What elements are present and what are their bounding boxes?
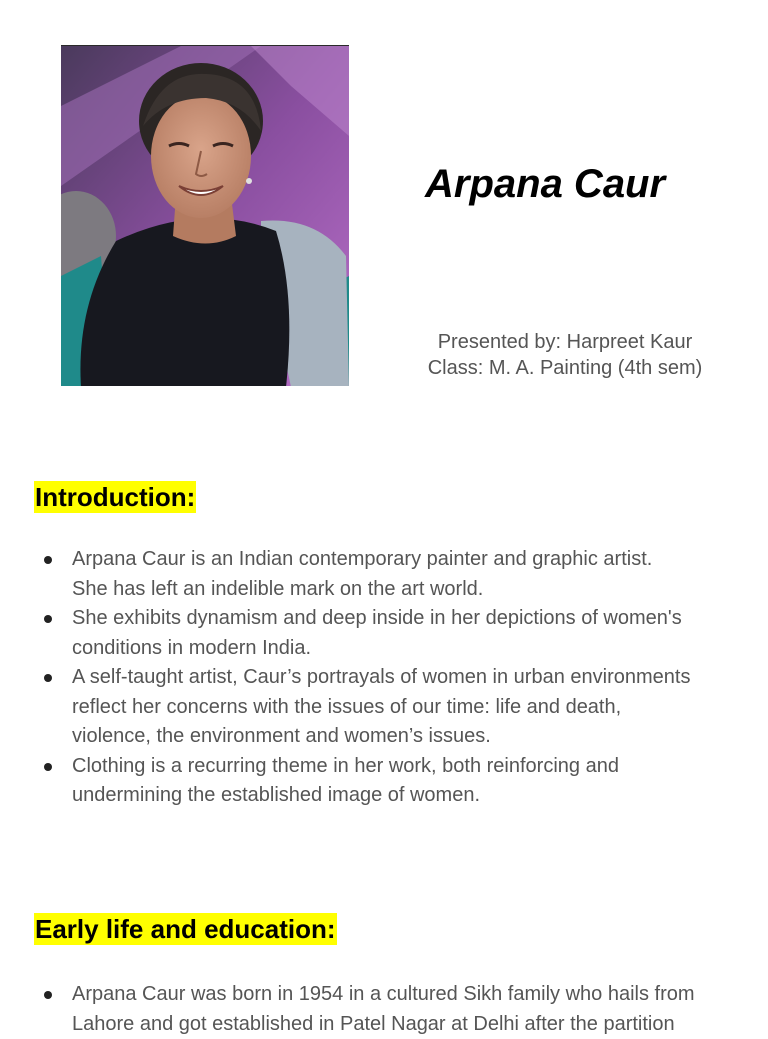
introduction-list [0, 545, 740, 811]
list-item-line: violence, the environment and women’s issues. [72, 722, 740, 752]
list-item-line: She has left an indelible mark on the art world. [72, 575, 740, 605]
list-item-line: A self-taught artist, Caur’s portrayals of women in urban environments [72, 663, 740, 693]
introduction-heading: Introduction: [34, 481, 196, 513]
list-item-line: Arpana Caur is an Indian contemporary painter and graphic artist. [72, 545, 740, 575]
early-life-heading: Early life and education: [34, 913, 337, 945]
list-item-line: Clothing is a recurring theme in her work, both reinforcing and [72, 752, 740, 782]
bullet-icon [44, 615, 52, 623]
list-item-line: Lahore and got established in Patel Nagar at Delhi after the partition [72, 1010, 740, 1039]
list-item [0, 604, 740, 663]
bullet-icon [44, 674, 52, 682]
list-item [0, 545, 740, 604]
list-item-line: Arpana Caur was born in 1954 in a cultured Sikh family who hails from [72, 980, 740, 1010]
presented-by-line: Presented by: Harpreet Kaur [400, 329, 730, 355]
presenter-info [400, 329, 730, 381]
bullet-icon [44, 556, 52, 564]
list-item-line: conditions in modern India. [72, 634, 740, 664]
portrait-image [61, 46, 349, 386]
portrait-photo [61, 45, 349, 386]
list-item-line: undermining the established image of women. [72, 781, 740, 811]
page-title: Arpana Caur [425, 162, 665, 207]
list-item-line: reflect her concerns with the issues of our time: life and death, [72, 693, 740, 723]
list-item [0, 663, 740, 752]
list-item [0, 980, 740, 1039]
class-line: Class: M. A. Painting (4th sem) [400, 355, 730, 381]
list-item [0, 752, 740, 811]
early-life-list [0, 980, 740, 1039]
list-item-line: She exhibits dynamism and deep inside in her depictions of women's [72, 604, 740, 634]
bullet-icon [44, 763, 52, 771]
bullet-icon [44, 991, 52, 999]
